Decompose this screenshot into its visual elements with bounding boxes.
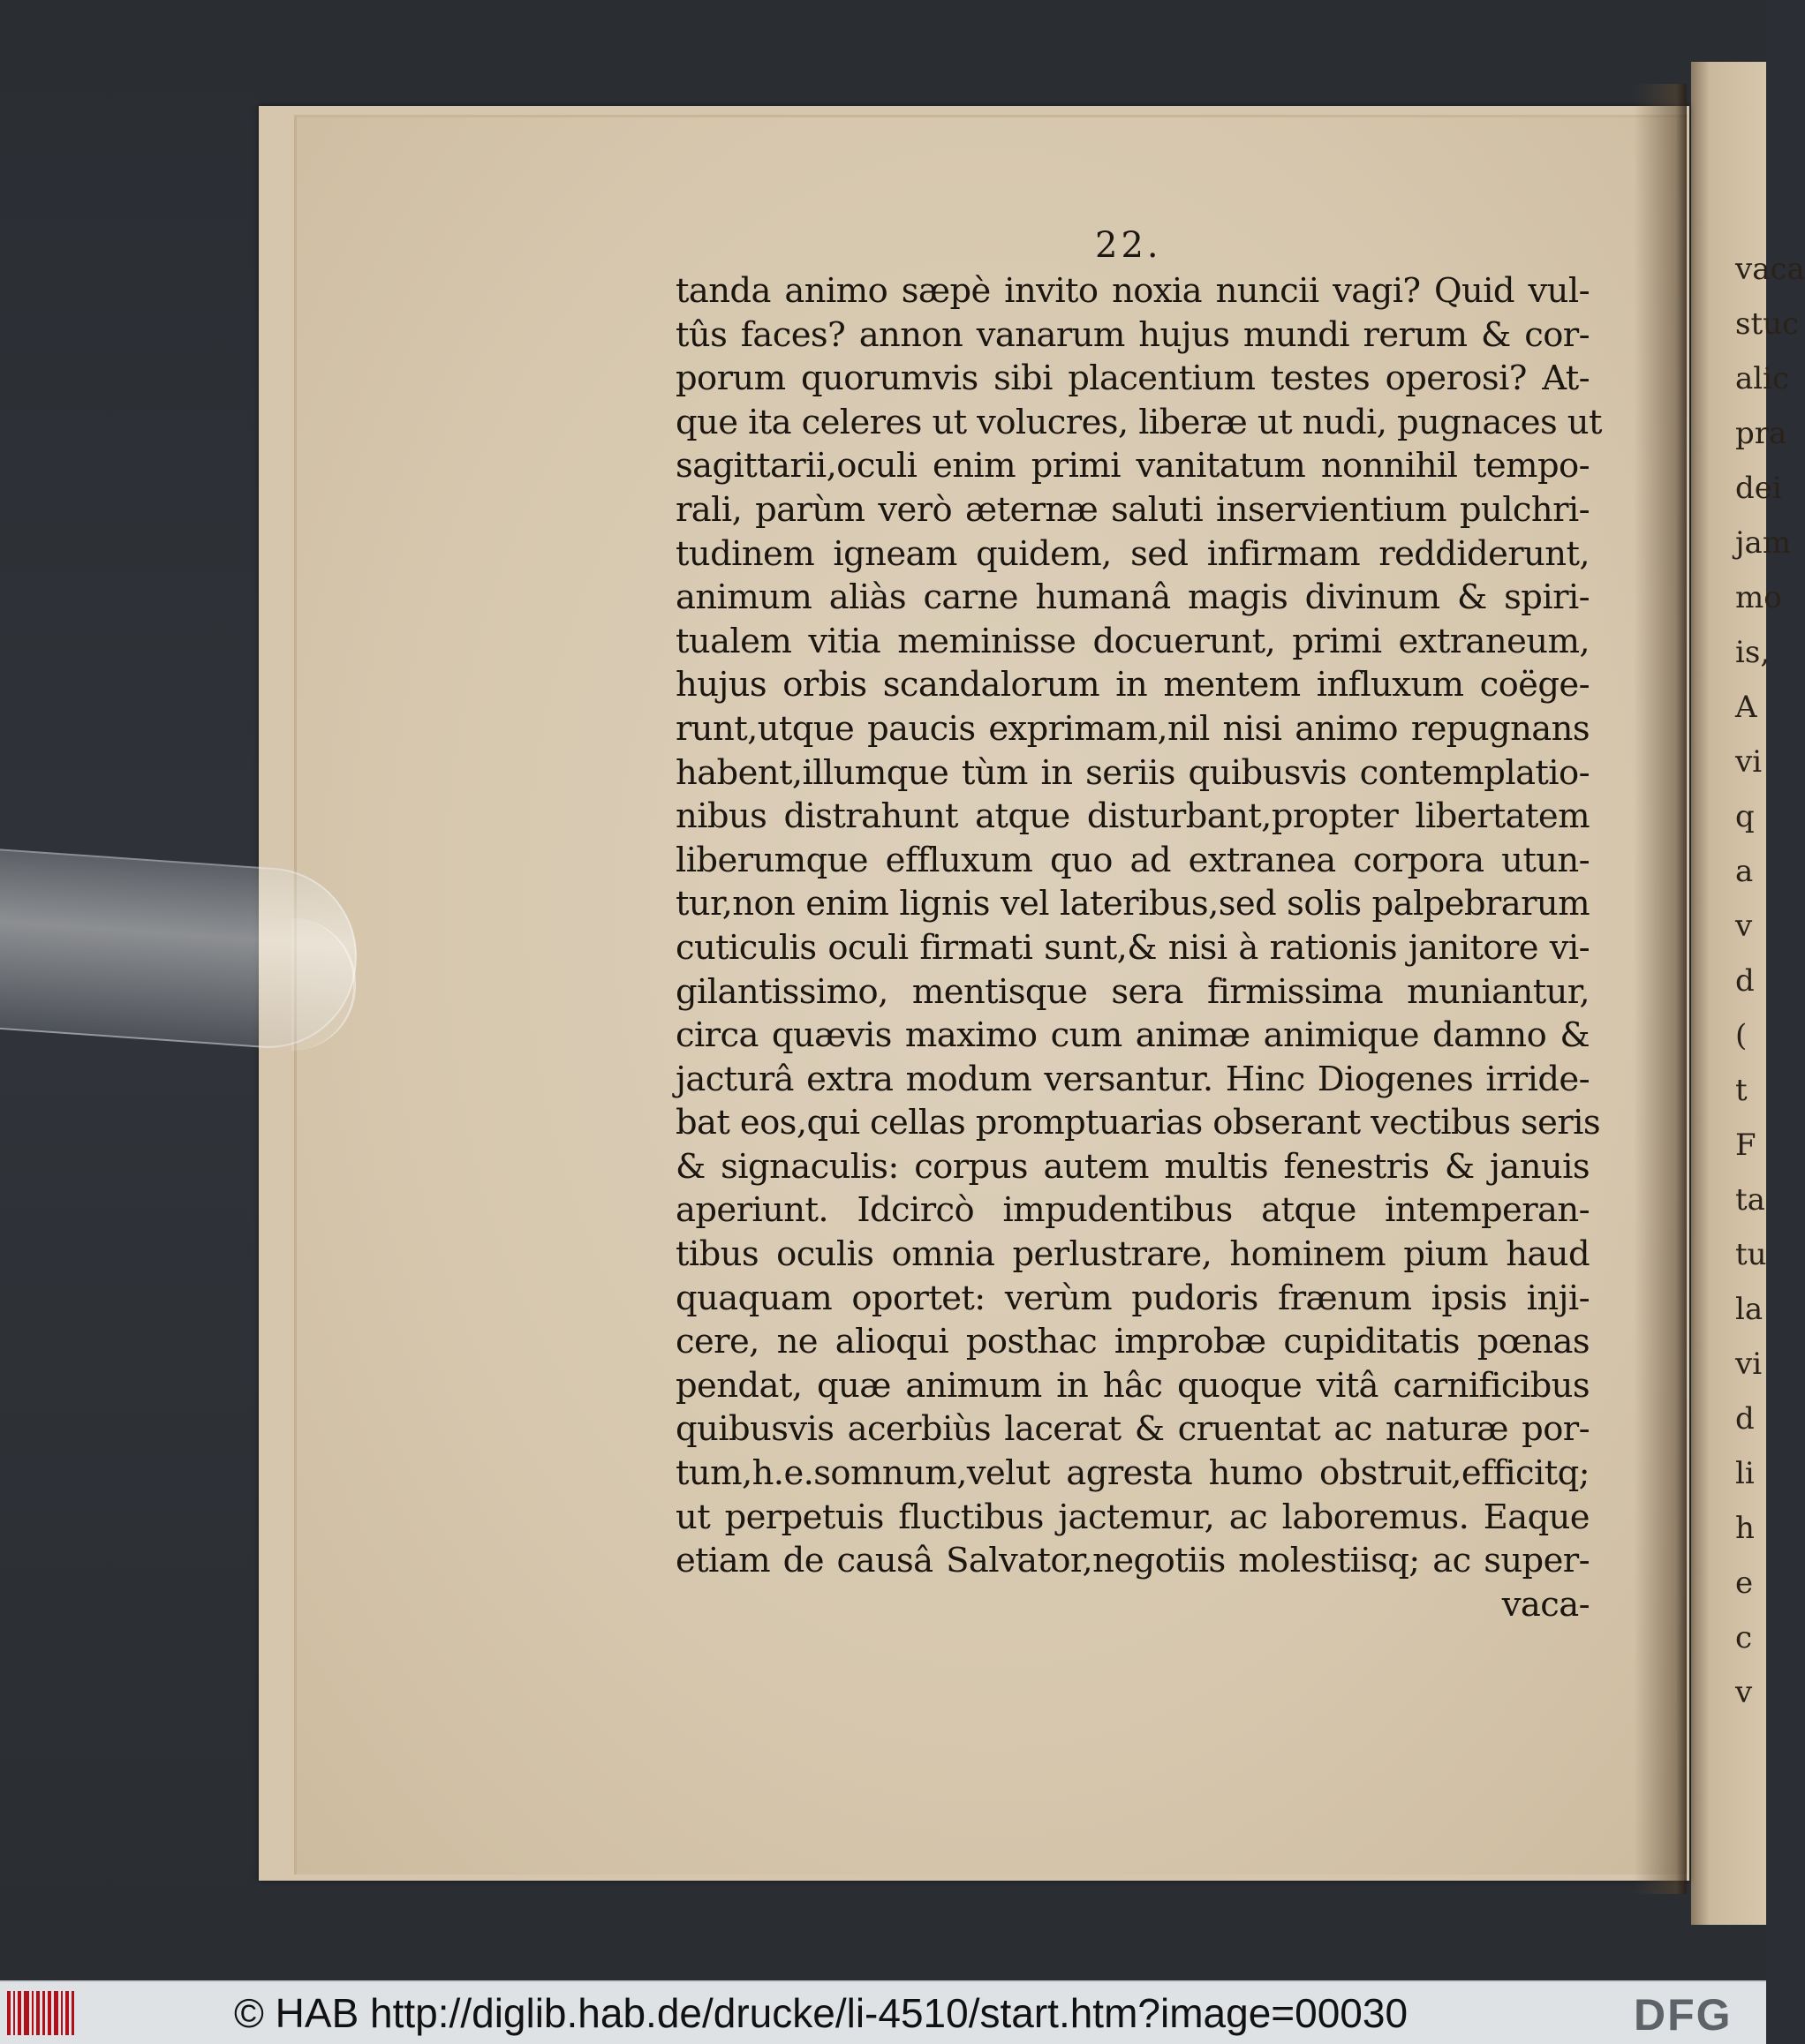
text-line: liberumque effluxum quo ad extranea corpora utun- — [676, 840, 1590, 880]
text-line: gilantissimo, mentisque sera firmissima muniantur, — [676, 971, 1590, 1012]
page-number: 22. — [1095, 225, 1162, 266]
facing-page-fragment: stuc — [1735, 306, 1800, 342]
text-line: ut perpetuis fluctibus jactemur, ac laboremus. Eaque — [676, 1497, 1590, 1537]
text-line: tum,h.e.somnum,velut agresta humo obstruit,efficitq; — [676, 1453, 1590, 1494]
text-line: porum quorumvis sibi placentium testes operosi? At- — [676, 358, 1590, 399]
text-line: hujus orbis scandalorum in mentem influxum coëge- — [676, 665, 1590, 705]
facing-page-fragment: v — [1735, 1675, 1753, 1710]
facing-page-fragment: li — [1735, 1456, 1755, 1491]
text-line: jacturâ extra modum versantur. Hinc Diogenes irride- — [676, 1059, 1590, 1099]
facing-page-fragment: h — [1735, 1511, 1755, 1546]
facing-page-fragment: F — [1735, 1128, 1756, 1163]
facing-page-fragment: alic — [1735, 361, 1790, 396]
facing-page-fragment: vi — [1735, 1346, 1763, 1382]
text-line: tualem vitia meminisse docuerunt, primi extraneum, — [676, 621, 1590, 661]
text-line: nibus distrahunt atque disturbant,propter libertatem — [676, 796, 1590, 837]
facing-page-fragment: t — [1735, 1073, 1748, 1108]
facing-page-fragment: v — [1735, 909, 1753, 944]
text-line: circa quævis maximo cum animæ animique damno & — [676, 1015, 1590, 1056]
text-line: tûs faces? annon vanarum hujus mundi rerum & cor- — [676, 314, 1590, 355]
text-line: pendat, quæ animum in hâc quoque vitâ carnificibus — [676, 1365, 1590, 1406]
text-line: quibusvis acerbiùs lacerat & cruentat ac naturæ por- — [676, 1409, 1590, 1450]
facing-page-fragment: e — [1735, 1565, 1754, 1601]
text-line: tanda animo sæpè invito noxia nuncii vagi? Quid vul- — [676, 271, 1590, 311]
text-line: rali, parùm verò æternæ saluti inservientium pulchri- — [676, 489, 1590, 530]
body-text — [676, 269, 1602, 1626]
text-line: cuticulis oculi firmati sunt,& nisi à rationis janitore vi- — [676, 927, 1590, 968]
dfg-logo[interactable]: DFG — [1634, 1990, 1733, 2040]
text-line: runt,utque paucis exprimam,nil nisi animo repugnans — [676, 708, 1590, 749]
facing-page-edge — [1691, 62, 1805, 1925]
catchword: vaca- — [1501, 1584, 1590, 1625]
facing-page-fragment: pra — [1735, 416, 1787, 451]
hab-logo-icon[interactable] — [7, 1991, 78, 2035]
facing-page-fragment: ( — [1735, 1018, 1748, 1053]
facing-page-fragment: q — [1735, 799, 1755, 834]
text-line: etiam de causâ Salvator,negotiis molestiisq; ac super- — [676, 1541, 1590, 1581]
facing-page-fragment: d — [1735, 1401, 1755, 1437]
text-line: quaquam oportet: verùm pudoris frænum ipsis inji- — [676, 1278, 1590, 1318]
text-line: & signaculis: corpus autem multis fenestris & januis — [676, 1146, 1590, 1187]
text-line: habent,illumque tùm in seriis quibusvis contemplatio- — [676, 752, 1590, 793]
facing-page-fragment: mo — [1735, 580, 1782, 615]
facing-page-fragment: la — [1735, 1292, 1763, 1327]
facing-page-fragment: is, — [1735, 635, 1771, 670]
gutter-shadow — [1634, 84, 1687, 1894]
source-url-link[interactable]: © HAB http://diglib.hab.de/drucke/li-4510/start.htm?image=00030 — [234, 1990, 1409, 2036]
facing-page-fragment: ta — [1735, 1182, 1765, 1218]
facing-page-fragment: vi — [1735, 744, 1763, 780]
text-line: tur,non enim lignis vel lateribus,sed solis palpebrarum — [676, 884, 1590, 924]
text-line: bat eos,qui cellas promptuarias obserant vectibus seris — [676, 1103, 1601, 1143]
facing-page-fragment: jam — [1735, 525, 1792, 561]
text-line: sagittarii,oculi enim primi vanitatum nonnihil tempo- — [676, 446, 1590, 486]
facing-page-fragment: a — [1735, 854, 1754, 889]
facing-page-fragment: d — [1735, 963, 1755, 999]
text-line: aperiunt. Idcircò impudentibus atque intemperan- — [676, 1190, 1590, 1231]
facing-page-fragment: vaca — [1735, 252, 1805, 287]
text-line: animum aliàs carne humanâ magis divinum & spiri- — [676, 577, 1590, 618]
text-line: tibus oculis omnia perlustrare, hominem pium haud — [676, 1234, 1590, 1275]
text-line: cere, ne alioqui posthac improbæ cupiditatis pœnas — [676, 1322, 1590, 1362]
facing-page-fragment: c — [1735, 1620, 1753, 1656]
facing-page-fragment: tu — [1735, 1237, 1767, 1272]
text-line: que ita celeres ut volucres, liberæ ut nudi, pugnaces ut — [676, 402, 1602, 442]
facing-page-fragment: dei — [1735, 471, 1782, 506]
facing-page-fragment: A — [1735, 690, 1757, 725]
footer-bar — [0, 1980, 1766, 2044]
text-line: tudinem igneam quidem, sed infirmam reddiderunt, — [676, 533, 1590, 574]
